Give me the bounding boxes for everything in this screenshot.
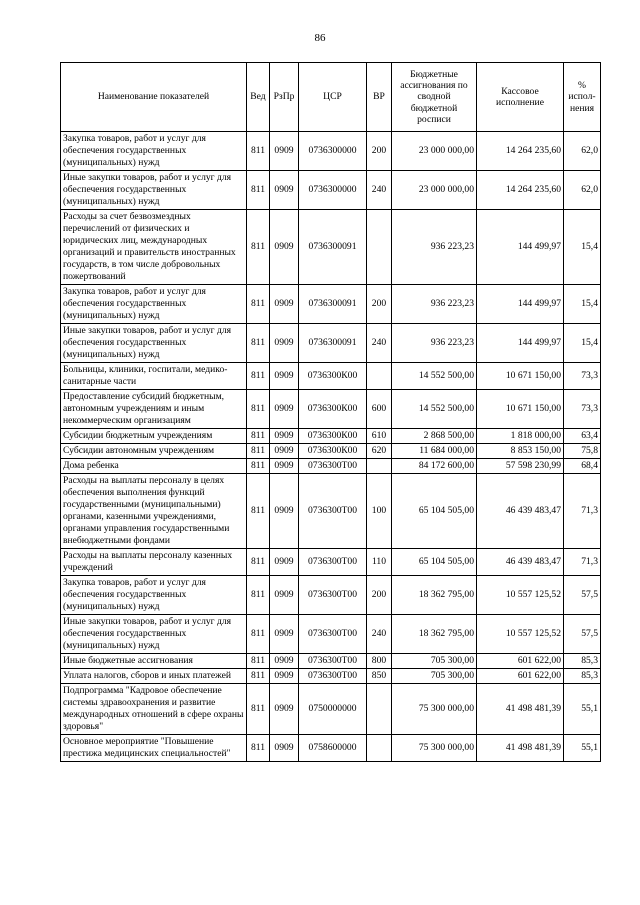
header-vr: ВР [367, 63, 392, 132]
cell-cash: 41 498 481,39 [477, 684, 564, 735]
cell-vr: 200 [367, 132, 392, 171]
cell-rzpr: 0909 [270, 444, 299, 459]
cell-name: Иные закупки товаров, работ и услуг для обеспечения государственных (муниципальных) нужд [61, 324, 247, 363]
cell-vr: 850 [367, 669, 392, 684]
cell-percent: 15,4 [564, 285, 601, 324]
cell-csr: 0736300К00 [299, 444, 367, 459]
table-row [61, 390, 601, 429]
cell-name: Закупка товаров, работ и услуг для обеспечения государственных (муниципальных) нужд [61, 576, 247, 615]
cell-cash: 14 264 235,60 [477, 132, 564, 171]
table-row [61, 615, 601, 654]
cell-ved: 811 [247, 210, 270, 285]
cell-vr [367, 363, 392, 390]
cell-vr [367, 684, 392, 735]
cell-cash: 46 439 483,47 [477, 549, 564, 576]
cell-rzpr: 0909 [270, 615, 299, 654]
cell-cash: 144 499,97 [477, 324, 564, 363]
cell-budget: 23 000 000,00 [392, 132, 477, 171]
cell-ved: 811 [247, 171, 270, 210]
cell-rzpr: 0909 [270, 669, 299, 684]
cell-ved: 811 [247, 576, 270, 615]
cell-rzpr: 0909 [270, 285, 299, 324]
cell-name: Иные закупки товаров, работ и услуг для обеспечения государственных (муниципальных) нужд [61, 171, 247, 210]
cell-cash: 46 439 483,47 [477, 474, 564, 549]
cell-rzpr: 0909 [270, 735, 299, 762]
cell-csr: 0736300Т00 [299, 576, 367, 615]
cell-ved: 811 [247, 132, 270, 171]
cell-budget: 705 300,00 [392, 669, 477, 684]
cell-percent: 75,8 [564, 444, 601, 459]
cell-percent: 63,4 [564, 429, 601, 444]
cell-ved: 811 [247, 429, 270, 444]
cell-vr: 800 [367, 654, 392, 669]
cell-cash: 10 671 150,00 [477, 390, 564, 429]
table-row [61, 324, 601, 363]
cell-csr: 0736300К00 [299, 429, 367, 444]
cell-csr: 0736300Т00 [299, 654, 367, 669]
cell-csr: 0736300000 [299, 132, 367, 171]
cell-percent: 85,3 [564, 654, 601, 669]
cell-budget: 936 223,23 [392, 324, 477, 363]
header-name: Наименование показателей [61, 63, 247, 132]
cell-cash: 601 622,00 [477, 654, 564, 669]
table-row [61, 735, 601, 762]
table-row [61, 549, 601, 576]
cell-name: Уплата налогов, сборов и иных платежей [61, 669, 247, 684]
cell-percent: 73,3 [564, 363, 601, 390]
cell-percent: 73,3 [564, 390, 601, 429]
table-row [61, 444, 601, 459]
table-row [61, 132, 601, 171]
cell-csr: 0736300000 [299, 171, 367, 210]
cell-name: Иные бюджетные ассигнования [61, 654, 247, 669]
cell-cash: 144 499,97 [477, 285, 564, 324]
cell-rzpr: 0909 [270, 459, 299, 474]
cell-name: Больницы, клиники, госпитали, медико-санитарные части [61, 363, 247, 390]
cell-ved: 811 [247, 444, 270, 459]
cell-name: Дома ребенка [61, 459, 247, 474]
table-body [61, 132, 601, 762]
cell-csr: 0736300Т00 [299, 459, 367, 474]
cell-cash: 10 671 150,00 [477, 363, 564, 390]
cell-rzpr: 0909 [270, 474, 299, 549]
cell-percent: 15,4 [564, 324, 601, 363]
cell-csr: 0736300Т00 [299, 615, 367, 654]
cell-vr [367, 735, 392, 762]
cell-cash: 41 498 481,39 [477, 735, 564, 762]
cell-percent: 55,1 [564, 684, 601, 735]
cell-budget: 705 300,00 [392, 654, 477, 669]
table-row [61, 171, 601, 210]
cell-budget: 84 172 600,00 [392, 459, 477, 474]
cell-vr: 240 [367, 171, 392, 210]
cell-percent: 55,1 [564, 735, 601, 762]
cell-percent: 71,3 [564, 549, 601, 576]
table-row [61, 285, 601, 324]
cell-csr: 0736300Т00 [299, 669, 367, 684]
cell-budget: 65 104 505,00 [392, 474, 477, 549]
cell-csr: 0736300091 [299, 285, 367, 324]
page-number: 86 [314, 32, 326, 44]
cell-ved: 811 [247, 684, 270, 735]
header-cash: Кассовое исполнение [477, 63, 564, 132]
cell-name: Расходы за счет безвозмездных перечислений от физических и юридических лиц, международных организаций и правительств иностранных государств, в том числе добровольных пожертвований [61, 210, 247, 285]
cell-cash: 57 598 230,99 [477, 459, 564, 474]
cell-vr: 600 [367, 390, 392, 429]
table-row [61, 210, 601, 285]
cell-csr: 0736300Т00 [299, 474, 367, 549]
table-row [61, 459, 601, 474]
cell-cash: 601 622,00 [477, 669, 564, 684]
cell-ved: 811 [247, 549, 270, 576]
cell-ved: 811 [247, 363, 270, 390]
cell-budget: 14 552 500,00 [392, 390, 477, 429]
cell-vr: 620 [367, 444, 392, 459]
cell-budget: 75 300 000,00 [392, 735, 477, 762]
cell-percent: 57,5 [564, 615, 601, 654]
table-row [61, 363, 601, 390]
cell-budget: 18 362 795,00 [392, 576, 477, 615]
cell-ved: 811 [247, 615, 270, 654]
cell-budget: 23 000 000,00 [392, 171, 477, 210]
header-percent: % испол-нения [564, 63, 601, 132]
cell-rzpr: 0909 [270, 210, 299, 285]
header-csr: ЦСР [299, 63, 367, 132]
cell-rzpr: 0909 [270, 654, 299, 669]
table-row [61, 654, 601, 669]
cell-vr: 200 [367, 285, 392, 324]
cell-name: Субсидии бюджетным учреждениям [61, 429, 247, 444]
cell-budget: 14 552 500,00 [392, 363, 477, 390]
cell-name: Подпрограмма "Кадровое обеспечение системы здравоохранения и развитие международных отношений в сфере охраны здоровья" [61, 684, 247, 735]
cell-cash: 10 557 125,52 [477, 615, 564, 654]
cell-vr: 240 [367, 615, 392, 654]
cell-ved: 811 [247, 324, 270, 363]
cell-percent: 15,4 [564, 210, 601, 285]
cell-vr: 200 [367, 576, 392, 615]
cell-cash: 10 557 125,52 [477, 576, 564, 615]
cell-ved: 811 [247, 285, 270, 324]
table-row [61, 684, 601, 735]
cell-rzpr: 0909 [270, 576, 299, 615]
cell-csr: 0758600000 [299, 735, 367, 762]
cell-percent: 62,0 [564, 132, 601, 171]
cell-name: Предоставление субсидий бюджетным, автономным учреждениям и иным некоммерческим организациям [61, 390, 247, 429]
cell-name: Расходы на выплаты персоналу казенных учреждений [61, 549, 247, 576]
cell-ved: 811 [247, 390, 270, 429]
cell-budget: 65 104 505,00 [392, 549, 477, 576]
cell-name: Субсидии автономным учреждениям [61, 444, 247, 459]
cell-vr: 610 [367, 429, 392, 444]
cell-vr: 100 [367, 474, 392, 549]
cell-name: Основное мероприятие "Повышение престижа медицинских специальностей" [61, 735, 247, 762]
cell-rzpr: 0909 [270, 363, 299, 390]
cell-budget: 75 300 000,00 [392, 684, 477, 735]
table-header [61, 63, 601, 132]
cell-ved: 811 [247, 474, 270, 549]
header-ved: Вед [247, 63, 270, 132]
cell-rzpr: 0909 [270, 549, 299, 576]
cell-ved: 811 [247, 654, 270, 669]
cell-name: Закупка товаров, работ и услуг для обеспечения государственных (муниципальных) нужд [61, 132, 247, 171]
budget-table [60, 62, 601, 762]
header-rzpr: РзПр [270, 63, 299, 132]
cell-percent: 68,4 [564, 459, 601, 474]
cell-csr: 0736300Т00 [299, 549, 367, 576]
cell-percent: 85,3 [564, 669, 601, 684]
cell-vr: 110 [367, 549, 392, 576]
table-row [61, 474, 601, 549]
cell-percent: 71,3 [564, 474, 601, 549]
cell-percent: 57,5 [564, 576, 601, 615]
cell-csr: 0736300091 [299, 324, 367, 363]
cell-vr [367, 210, 392, 285]
cell-rzpr: 0909 [270, 429, 299, 444]
table-row [61, 669, 601, 684]
table-row [61, 429, 601, 444]
cell-name: Закупка товаров, работ и услуг для обеспечения государственных (муниципальных) нужд [61, 285, 247, 324]
cell-vr [367, 459, 392, 474]
cell-csr: 0736300К00 [299, 390, 367, 429]
cell-budget: 18 362 795,00 [392, 615, 477, 654]
cell-cash: 1 818 000,00 [477, 429, 564, 444]
cell-vr: 240 [367, 324, 392, 363]
table-row [61, 576, 601, 615]
cell-budget: 936 223,23 [392, 285, 477, 324]
cell-ved: 811 [247, 459, 270, 474]
cell-budget: 11 684 000,00 [392, 444, 477, 459]
cell-name: Иные закупки товаров, работ и услуг для обеспечения государственных (муниципальных) нужд [61, 615, 247, 654]
cell-csr: 0736300091 [299, 210, 367, 285]
cell-rzpr: 0909 [270, 171, 299, 210]
cell-rzpr: 0909 [270, 684, 299, 735]
cell-rzpr: 0909 [270, 324, 299, 363]
cell-rzpr: 0909 [270, 132, 299, 171]
cell-csr: 0750000000 [299, 684, 367, 735]
header-budget: Бюджетные ассигнования по сводной бюджетной росписи [392, 63, 477, 132]
cell-cash: 14 264 235,60 [477, 171, 564, 210]
cell-ved: 811 [247, 735, 270, 762]
cell-percent: 62,0 [564, 171, 601, 210]
cell-cash: 144 499,97 [477, 210, 564, 285]
cell-budget: 936 223,23 [392, 210, 477, 285]
cell-rzpr: 0909 [270, 390, 299, 429]
cell-ved: 811 [247, 669, 270, 684]
cell-csr: 0736300К00 [299, 363, 367, 390]
cell-cash: 8 853 150,00 [477, 444, 564, 459]
cell-name: Расходы на выплаты персоналу в целях обеспечения выполнения функций государственными (муниципальными) органами, казенными учреждениями, органами управления государственными внебюджетными фондами [61, 474, 247, 549]
cell-budget: 2 868 500,00 [392, 429, 477, 444]
